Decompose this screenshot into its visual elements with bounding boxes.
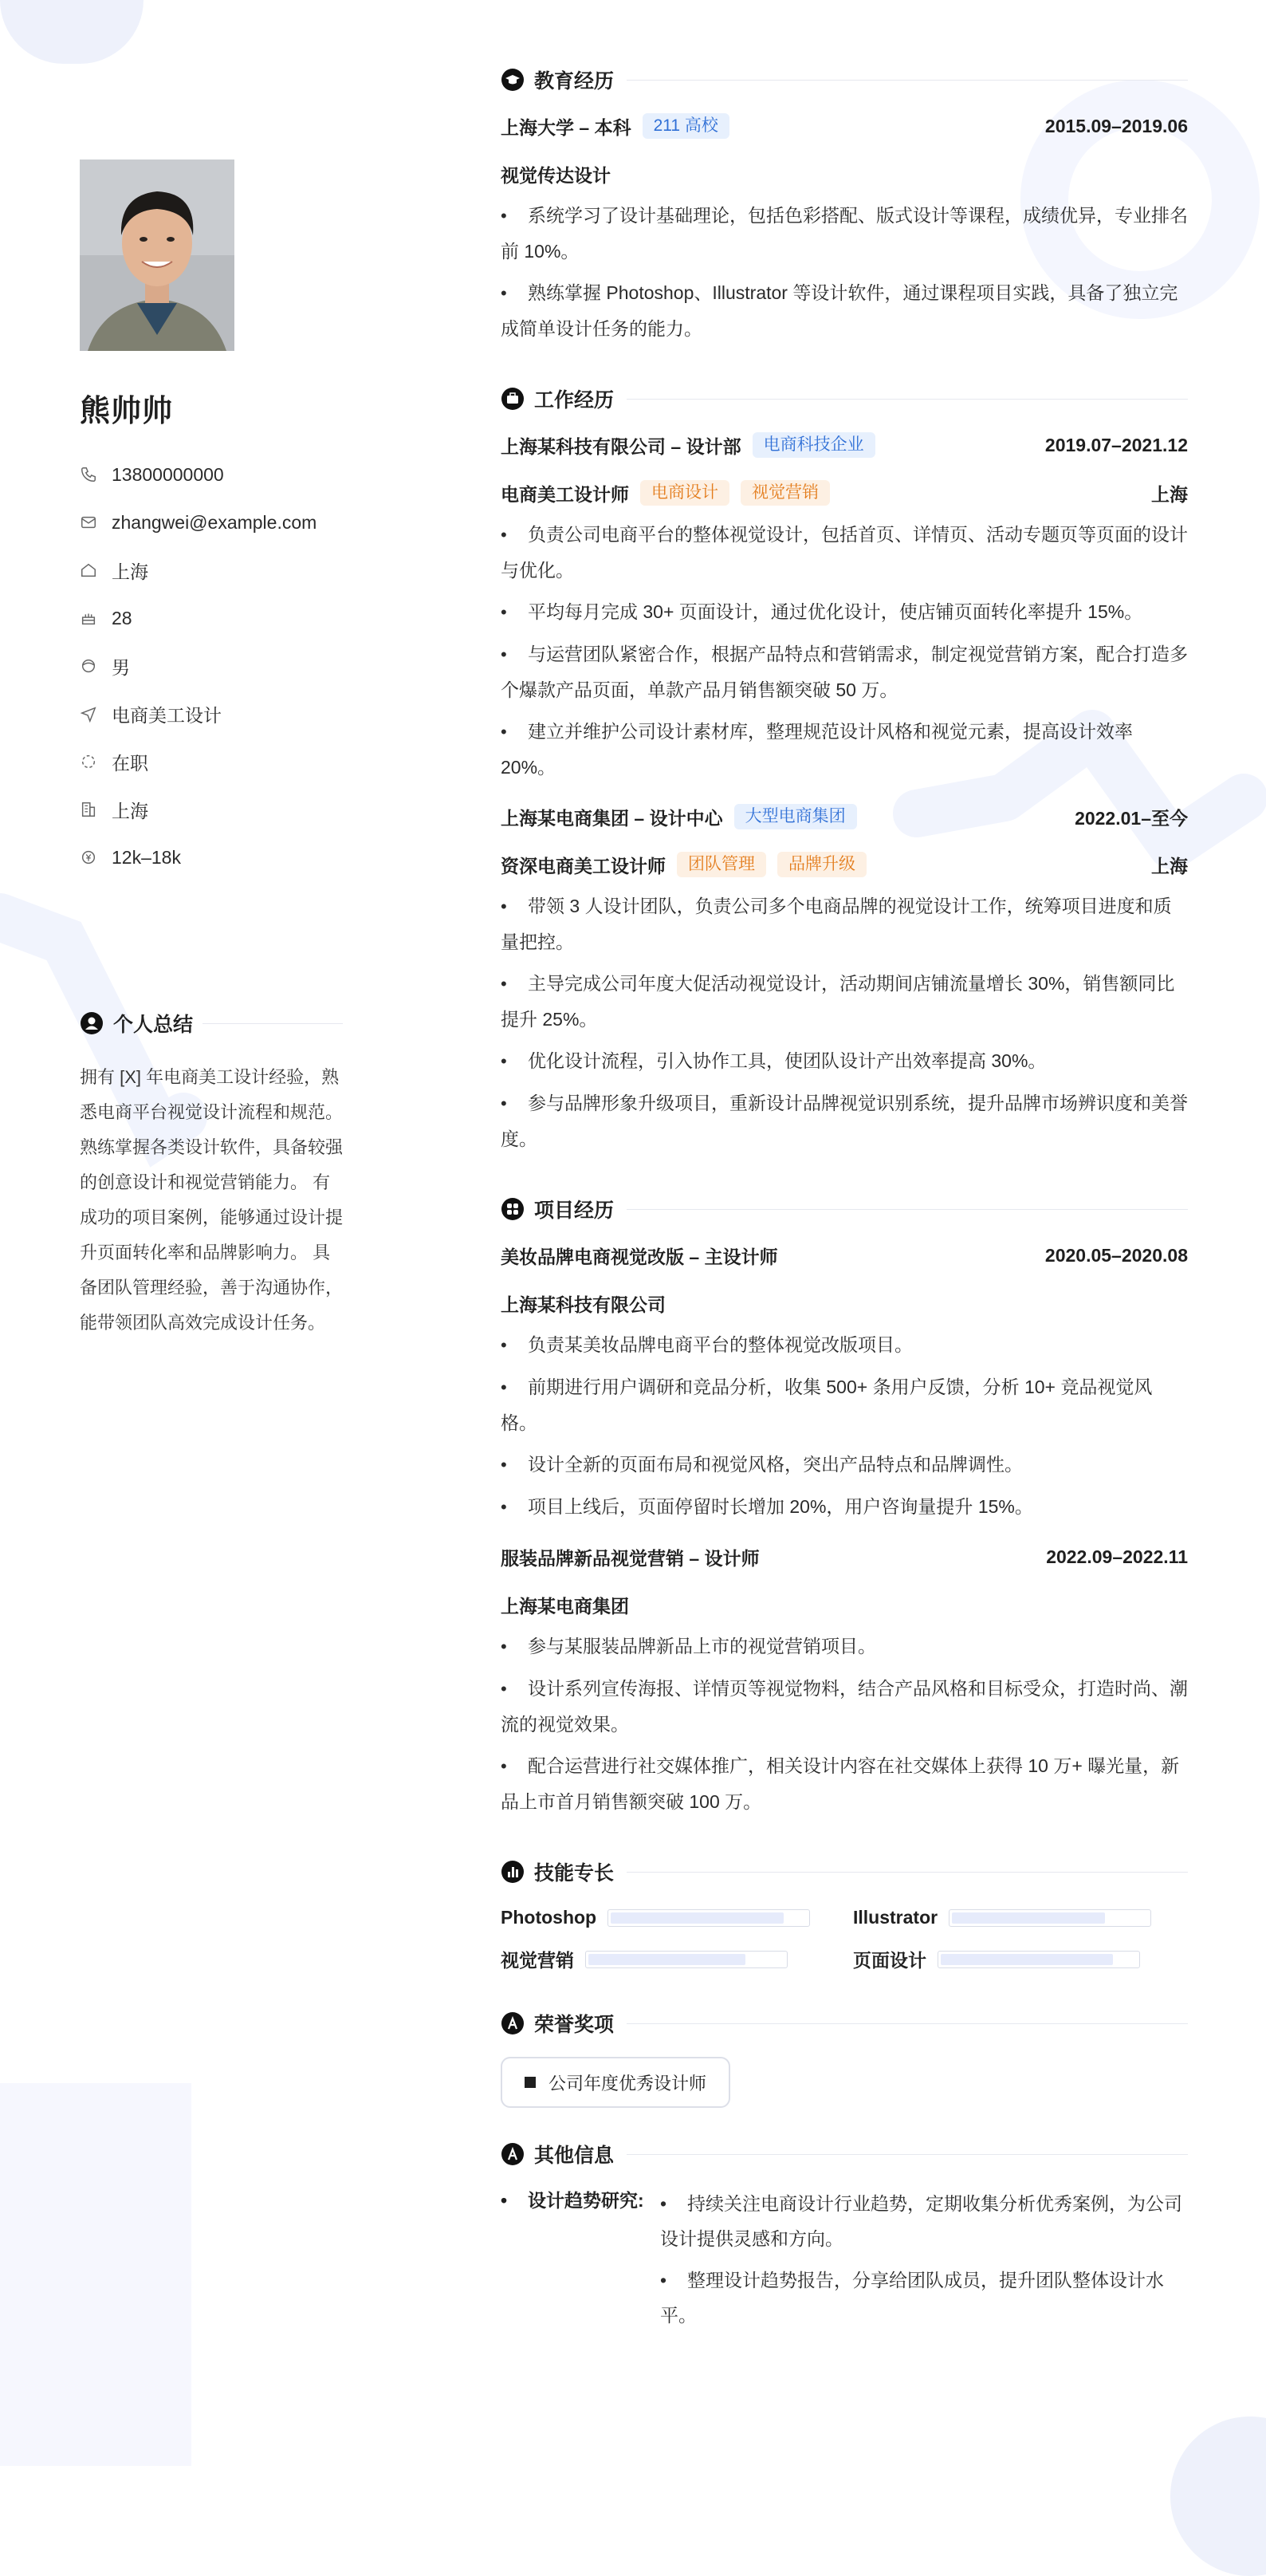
info-badge-icon bbox=[501, 2142, 525, 2166]
divider bbox=[202, 1023, 343, 1024]
list-item: • 系统学习了设计基础理论，包括色彩搭配、版式设计等课程，成绩优异，专业排名前 10%。 bbox=[501, 198, 1188, 269]
list-item: • 带领 3 人设计团队，负责公司多个电商品牌的视觉设计工作，统筹项目进度和质量把控。 bbox=[501, 888, 1188, 959]
contact-work-city-text: 上海 bbox=[112, 800, 148, 821]
list-item: • 整理设计趋势报告，分享给团队成员，提升团队整体设计水平。 bbox=[660, 2263, 1188, 2333]
education-row bbox=[501, 110, 1188, 142]
other-label: • 设计趋势研究: bbox=[501, 2186, 660, 2339]
skills-heading bbox=[501, 1856, 1188, 1888]
phone-icon bbox=[80, 466, 97, 483]
company-tag: 电商科技企业 bbox=[753, 432, 875, 458]
contact-info-list bbox=[80, 451, 343, 881]
job-date: 2019.07–2021.12 bbox=[1044, 434, 1188, 455]
project-org: 上海某电商集团 bbox=[501, 1595, 629, 1617]
divider bbox=[627, 1209, 1188, 1210]
bar-chart-icon bbox=[501, 1860, 525, 1884]
contact-city bbox=[80, 546, 343, 594]
project-org-row bbox=[501, 1287, 1188, 1319]
list-item: • 平均每月完成 30+ 页面设计，通过优化设计，使店铺页面转化率提升 15%。 bbox=[501, 594, 1188, 630]
contact-phone-text: 13800000000 bbox=[112, 463, 224, 485]
awards-heading bbox=[501, 2007, 1188, 2039]
contact-age bbox=[80, 594, 343, 642]
major-row bbox=[501, 158, 1188, 190]
main-content bbox=[501, 64, 1188, 2339]
skill-name: 视觉营销 bbox=[501, 1950, 574, 1971]
list-item: • 负责公司电商平台的整体视觉设计，包括首页、详情页、活动专题页等页面的设计与优化。 bbox=[501, 517, 1188, 588]
contact-email bbox=[80, 498, 343, 546]
job-row bbox=[501, 801, 1188, 833]
summary-text: 拥有 [X] 年电商美工设计经验，熟悉电商平台视觉设计流程和规范。 熟练掌握各类设计软件，具备较强的创意设计和视觉营销能力。 有成功的项目案例，能够通过设计提升页面转化率和品牌影响力。 具备团队管理经验，善于沟通协作，能带领团队高效完成设计任务。 bbox=[80, 1067, 344, 1333]
skill-bar-fill bbox=[611, 1912, 783, 1924]
job-bullets bbox=[501, 888, 1188, 1156]
list-item: • 主导完成公司年度大促活动视觉设计，活动期间店铺流量增长 30%，销售额同比提升 25%。 bbox=[501, 966, 1188, 1037]
contact-gender bbox=[80, 642, 343, 690]
skill-item bbox=[853, 1907, 1188, 1928]
other-title: 其他信息 bbox=[534, 2145, 615, 2167]
skill-item bbox=[853, 1946, 1188, 1972]
job-row bbox=[501, 429, 1188, 461]
list-item: • 优化设计流程，引入协作工具，使团队设计产出效率提高 30%。 bbox=[501, 1043, 1188, 1079]
graduation-cap-icon bbox=[501, 68, 525, 92]
project-bullets bbox=[501, 1327, 1188, 1525]
age-icon bbox=[80, 609, 97, 627]
projects-title: 项目经历 bbox=[534, 1199, 615, 1222]
skill-name: 页面设计 bbox=[853, 1950, 926, 1971]
project-bullets bbox=[501, 1629, 1188, 1819]
work-heading bbox=[501, 383, 1188, 415]
job-date: 2022.01–至今 bbox=[1075, 807, 1188, 829]
list-item: • 熟练掌握 Photoshop、Illustrator 等设计软件，通过课程项目实践，具备了独立完成简单设计任务的能力。 bbox=[501, 275, 1188, 346]
award-item bbox=[501, 2057, 730, 2108]
contact-status bbox=[80, 738, 343, 786]
work-title: 工作经历 bbox=[534, 389, 615, 412]
skill-name: Illustrator bbox=[853, 1907, 938, 1928]
background-circle-decoration bbox=[0, 0, 144, 64]
role-tag: 团队管理 bbox=[677, 852, 766, 877]
briefcase-icon bbox=[501, 387, 525, 411]
skills-grid bbox=[501, 1907, 1188, 1972]
job-location: 上海 bbox=[1151, 483, 1188, 505]
education-title: 教育经历 bbox=[534, 70, 615, 93]
role-tag: 品牌升级 bbox=[777, 852, 867, 877]
list-item: • 建立并维护公司设计素材库，整理规范设计风格和视觉元素，提高设计效率 20%。 bbox=[501, 714, 1188, 785]
list-item: • 参与品牌形象升级项目，重新设计品牌视觉识别系统，提升品牌市场辨识度和美誉度。 bbox=[501, 1085, 1188, 1156]
divider bbox=[627, 2023, 1188, 2024]
send-icon bbox=[80, 705, 97, 723]
contact-position bbox=[80, 690, 343, 738]
contact-salary bbox=[80, 833, 343, 881]
projects-heading bbox=[501, 1193, 1188, 1225]
project-org: 上海某科技有限公司 bbox=[501, 1294, 666, 1315]
gender-icon bbox=[80, 657, 97, 675]
company-name: 上海某电商集团 – 设计中心 bbox=[501, 807, 723, 829]
project-row bbox=[501, 1239, 1188, 1271]
contact-salary-text: 12k–18k bbox=[112, 846, 181, 868]
school-name: 上海大学 – 本科 bbox=[501, 116, 631, 138]
skill-bar bbox=[585, 1951, 788, 1968]
skill-item bbox=[501, 1907, 853, 1928]
role-name: 电商美工设计师 bbox=[501, 483, 629, 505]
education-date: 2015.09–2019.06 bbox=[1044, 115, 1188, 136]
contact-status-text: 在职 bbox=[112, 752, 148, 774]
salary-icon bbox=[80, 849, 97, 866]
divider bbox=[627, 399, 1188, 400]
skill-bar-fill bbox=[588, 1954, 745, 1965]
contact-gender-text: 男 bbox=[112, 656, 130, 678]
background-circle-decoration-bottom bbox=[1170, 2416, 1266, 2576]
company-tag: 大型电商集团 bbox=[734, 804, 857, 829]
contact-position-text: 电商美工设计 bbox=[112, 704, 222, 726]
education-bullets bbox=[501, 198, 1188, 346]
building-icon bbox=[80, 801, 97, 818]
job-location: 上海 bbox=[1151, 855, 1188, 876]
other-bullets bbox=[660, 2186, 1188, 2339]
skill-bar bbox=[607, 1909, 810, 1927]
skill-bar-fill bbox=[952, 1912, 1105, 1924]
other-heading bbox=[501, 2138, 1188, 2170]
skill-name: Photoshop bbox=[501, 1907, 597, 1928]
home-icon bbox=[80, 561, 97, 579]
project-name: 服装品牌新品视觉营销 – 设计师 bbox=[501, 1547, 760, 1569]
skill-item bbox=[501, 1946, 853, 1972]
candidate-name: 熊帅帅 bbox=[80, 395, 174, 428]
status-icon bbox=[80, 753, 97, 770]
awards-title: 荣誉奖项 bbox=[534, 2014, 615, 2036]
education-heading bbox=[501, 64, 1188, 96]
project-org-row bbox=[501, 1589, 1188, 1621]
square-bullet-icon bbox=[525, 2077, 536, 2088]
award-text: 公司年度优秀设计师 bbox=[548, 2073, 707, 2093]
role-tag: 电商设计 bbox=[640, 480, 729, 506]
divider bbox=[627, 2154, 1188, 2155]
skill-bar-fill bbox=[941, 1954, 1113, 1965]
company-name: 上海某科技有限公司 – 设计部 bbox=[501, 435, 741, 457]
school-tag: 211 高校 bbox=[643, 113, 729, 139]
skill-bar bbox=[938, 1951, 1140, 1968]
user-icon bbox=[80, 1011, 104, 1035]
role-tag: 视觉营销 bbox=[741, 480, 830, 506]
other-info bbox=[501, 2186, 1188, 2339]
list-item: • 项目上线后，页面停留时长增加 20%，用户咨询量提升 15%。 bbox=[501, 1489, 1188, 1525]
list-item: • 与运营团队紧密合作，根据产品特点和营销需求，制定视觉营销方案，配合打造多个爆款产品页面，单款产品月销售额突破 50 万。 bbox=[501, 636, 1188, 707]
email-icon bbox=[80, 514, 97, 531]
contact-work-city bbox=[80, 786, 343, 833]
role-row bbox=[501, 849, 1188, 880]
summary-title: 个人总结 bbox=[113, 1014, 194, 1036]
award-icon bbox=[501, 2011, 525, 2035]
job-bullets bbox=[501, 517, 1188, 785]
contact-phone bbox=[80, 451, 343, 498]
project-name: 美妆品牌电商视觉改版 – 主设计师 bbox=[501, 1246, 778, 1267]
skills-title: 技能专长 bbox=[534, 1862, 615, 1885]
skill-bar bbox=[949, 1909, 1151, 1927]
sidebar bbox=[80, 160, 343, 1341]
list-item: • 设计全新的页面布局和视觉风格，突出产品特点和品牌调性。 bbox=[501, 1447, 1188, 1483]
major-name: 视觉传达设计 bbox=[501, 164, 611, 186]
list-item: • 参与某服装品牌新品上市的视觉营销项目。 bbox=[501, 1629, 1188, 1664]
list-item: • 前期进行用户调研和竞品分析，收集 500+ 条用户反馈，分析 10+ 竞品视觉风格。 bbox=[501, 1369, 1188, 1440]
role-row bbox=[501, 477, 1188, 509]
role-name: 资深电商美工设计师 bbox=[501, 855, 666, 876]
contact-city-text: 上海 bbox=[112, 561, 148, 582]
list-item: • 负责某美妆品牌电商平台的整体视觉改版项目。 bbox=[501, 1327, 1188, 1363]
grid-icon bbox=[501, 1197, 525, 1221]
project-date: 2022.09–2022.11 bbox=[1046, 1546, 1188, 1567]
project-date: 2020.05–2020.08 bbox=[1044, 1244, 1188, 1266]
contact-email-text: zhangwei@example.com bbox=[112, 511, 317, 533]
list-item: • 配合运营进行社交媒体推广，相关设计内容在社交媒体上获得 10 万+ 曝光量，新品上市首月销售额突破 100 万。 bbox=[501, 1748, 1188, 1819]
project-row bbox=[501, 1541, 1188, 1573]
list-item: • 持续关注电商设计行业趋势，定期收集分析优秀案例，为公司设计提供灵感和方向。 bbox=[660, 2186, 1188, 2256]
contact-age-text: 28 bbox=[112, 607, 132, 628]
divider bbox=[627, 80, 1188, 81]
divider bbox=[627, 1872, 1188, 1873]
list-item: • 设计系列宣传海报、详情页等视觉物料，结合产品风格和目标受众，打造时尚、潮流的视觉效果。 bbox=[501, 1671, 1188, 1742]
summary-heading bbox=[80, 1009, 343, 1038]
background-rect-decoration bbox=[0, 2083, 191, 2466]
avatar bbox=[80, 160, 234, 351]
